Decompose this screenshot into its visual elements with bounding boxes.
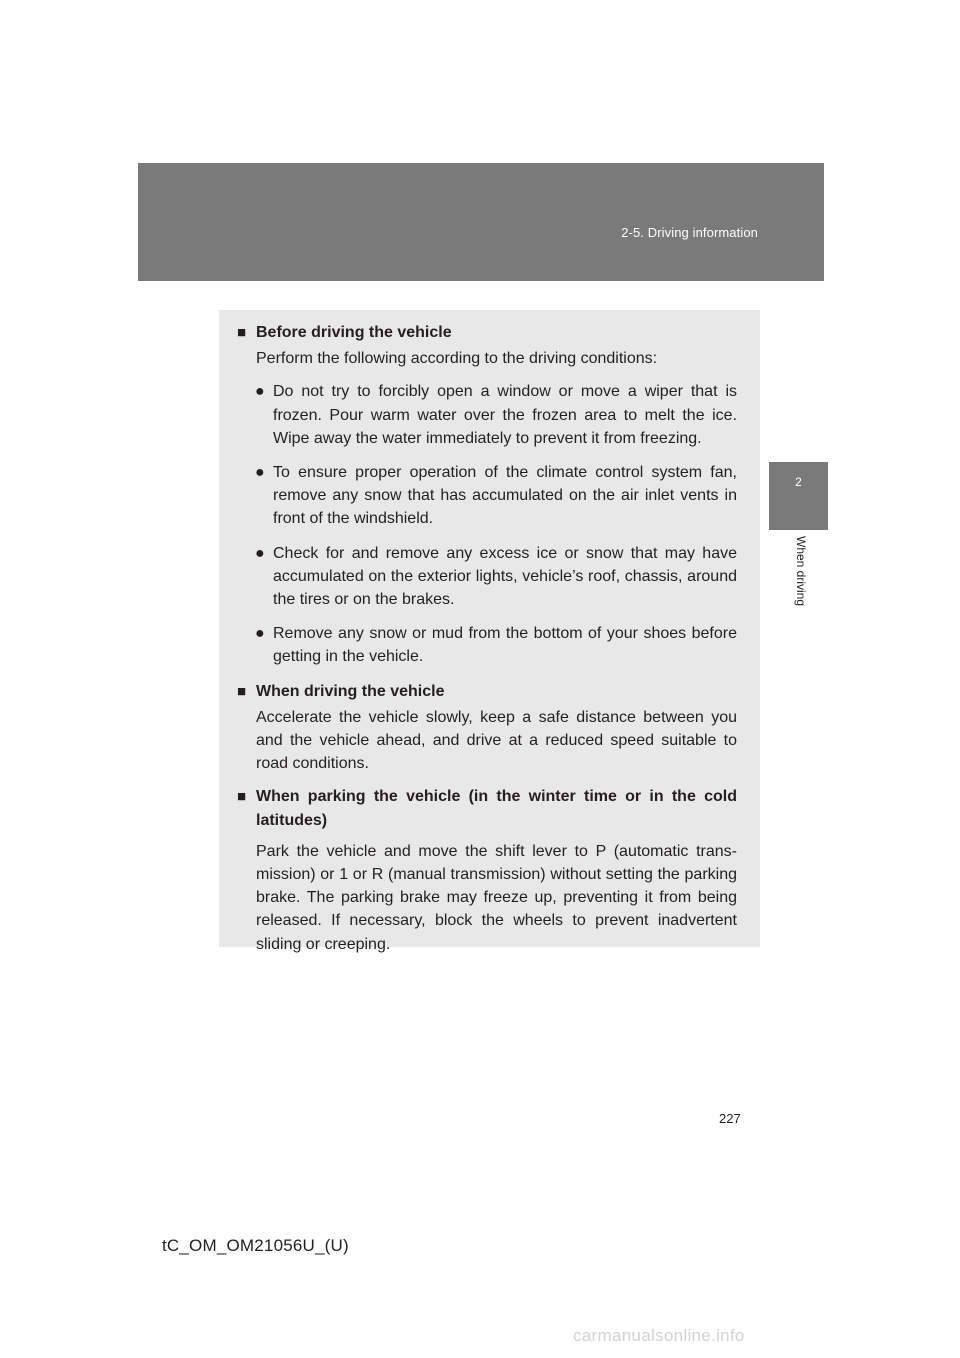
bullet-marker: ● <box>255 625 265 643</box>
bullet-marker: ● <box>255 464 265 482</box>
heading-marker: ■ <box>237 682 247 700</box>
bullet-marker: ● <box>255 383 265 401</box>
bullet-text: Do not try to forcibly open a window or move a wiper that is frozen. Pour warm water over the frozen area to melt the ice. Wipe away the water immediately to prevent it from freezing. <box>273 383 737 447</box>
section-body: Park the vehicle and move the shift lever to P (automatic trans-mission) or 1 or R (manual transmission) without setting the parking brake. The parking brake may freeze up, preventing it from being released. If necessary, block the wheels to prevent inadvertent sliding or creeping. <box>256 842 737 953</box>
content-body <box>237 321 737 956</box>
list-item <box>237 380 737 450</box>
section-body: Accelerate the vehicle slowly, keep a safe distance between you and the vehicle ahead, and drive at a reduced speed suitable to road conditions. <box>256 708 737 773</box>
bullet-text: Check for and remove any excess ice or snow that may have accumulated on the exterior lights, vehicle’s roof, chassis, around the tires or on the brakes. <box>273 544 737 609</box>
heading-text: Before driving the vehicle <box>256 324 452 341</box>
bullet-marker: ● <box>255 544 265 562</box>
bullet-list <box>237 380 737 668</box>
chapter-tab[interactable] <box>769 462 828 530</box>
section-heading-before-driving <box>237 321 737 344</box>
bullet-text: To ensure proper operation of the climate control system fan, remove any snow that has accumulated on the air inlet vents in front of the windshield. <box>273 464 737 528</box>
heading-text: When parking the vehicle (in the winter time or in the cold latitudes) <box>256 788 737 829</box>
document-code: tC_OM_OM21056U_(U) <box>162 1236 349 1255</box>
chapter-number: 2 <box>795 475 802 489</box>
section-heading-when-driving <box>237 680 737 703</box>
list-item <box>237 622 737 668</box>
heading-text: When driving the vehicle <box>256 682 445 700</box>
content-box <box>219 310 760 953</box>
list-item <box>237 461 737 531</box>
heading-marker: ■ <box>237 788 247 806</box>
section-title: 2-5. Driving information <box>621 225 758 240</box>
page-number: 227 <box>719 1111 741 1126</box>
header-band <box>138 163 824 281</box>
bullet-text: Remove any snow or mud from the bottom of your shoes before getting in the vehicle. <box>273 625 737 666</box>
section-heading-when-parking <box>237 785 737 831</box>
chapter-label: When driving <box>794 536 808 607</box>
heading-marker: ■ <box>237 324 247 341</box>
list-item <box>237 542 737 612</box>
watermark: carmanualsonline.info <box>573 1326 745 1345</box>
section-intro: Perform the following according to the driving conditions: <box>256 350 658 368</box>
